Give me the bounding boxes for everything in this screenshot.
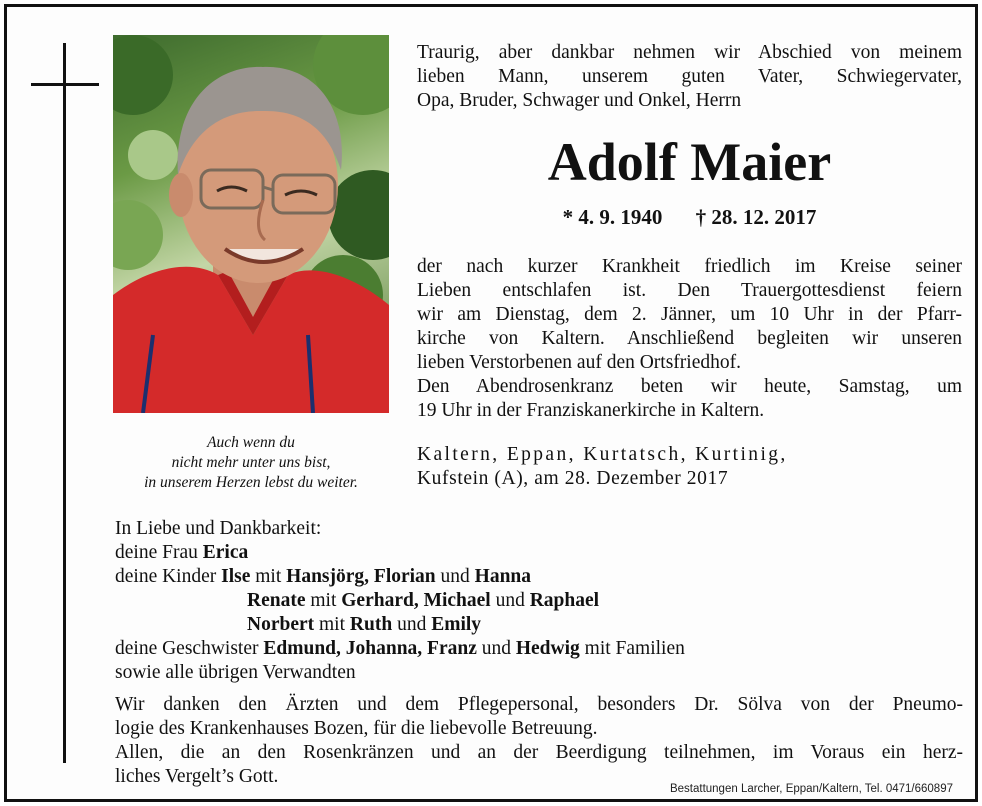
body-line: wir am Dienstag, dem 2. Jänner, um 10 Uhr in der Pfarr- [417, 304, 962, 325]
label: mit [305, 590, 342, 611]
body-line: Lieben entschlafen ist. Den Trauergottesdienst feiern [417, 280, 962, 301]
body-line: der nach kurzer Krankheit friedlich im Kreise seiner [417, 256, 962, 277]
mourner-child [115, 613, 965, 637]
label: und [392, 614, 432, 635]
place-line: Kufstein (A), am 28. Dezember 2017 [417, 468, 729, 489]
thanks-paragraph [115, 693, 963, 789]
label: deine Geschwister [115, 638, 264, 659]
memorial-quote [113, 433, 389, 493]
intro-line: Traurig, aber dankbar nehmen wir Abschied von meinem [417, 42, 962, 63]
quote-line: in unserem Herzen lebst du weiter. [144, 474, 358, 491]
name: Norbert [247, 614, 315, 635]
mourner-relatives: sowie alle übrigen Verwandten [115, 662, 356, 683]
name: Edmund, Johanna, Franz [263, 638, 477, 659]
funeral-home-credit: Bestattungen Larcher, Eppan/Kaltern, Tel. 0471/660897 [669, 783, 953, 795]
thanks-line: Allen, die an den Rosenkränzen und an der Beerdigung teilnehmen, im Voraus ein herz- [115, 742, 963, 763]
birth-date: * 4. 9. 1940 [562, 205, 663, 229]
thanks-line: liches Vergelt’s Gott. [115, 766, 279, 787]
cross-icon-horizontal [31, 83, 99, 86]
portrait-photo [113, 35, 389, 413]
label: deine Frau [115, 542, 203, 563]
label: mit [250, 566, 287, 587]
name: Raphael [529, 590, 600, 611]
label: und [435, 566, 475, 587]
name: Renate [247, 590, 306, 611]
name: Gerhard, Michael [341, 590, 491, 611]
label: mit [314, 614, 350, 635]
deceased-name: Adolf Maier [547, 132, 832, 192]
mourners-list [115, 517, 965, 685]
place-and-date [417, 443, 962, 491]
life-dates [417, 203, 962, 231]
body-line: lieben Verstorbenen auf den Ortsfriedhof. [417, 352, 741, 373]
label: deine Kinder [115, 566, 222, 587]
name: Hansjörg, Florian [286, 566, 436, 587]
quote-line: nicht mehr unter uns bist, [171, 454, 331, 471]
name: Hanna [474, 566, 532, 587]
body-line: 19 Uhr in der Franziskanerkirche in Kaltern. [417, 400, 765, 421]
name: Erica [202, 542, 249, 563]
intro-line: Opa, Bruder, Schwager und Onkel, Herrn [417, 90, 742, 111]
name: Ruth [349, 614, 393, 635]
label: und [490, 590, 530, 611]
label: und [476, 638, 516, 659]
mourner-wife [115, 541, 965, 565]
cross-icon-vertical [63, 43, 66, 763]
mourner-child [115, 589, 965, 613]
thanks-line: logie des Krankenhauses Bozen, für die liebevolle Betreuung. [115, 718, 598, 739]
thanks-line: Wir danken den Ärzten und dem Pflegepersonal, besonders Dr. Sölva von der Pneumo- [115, 694, 963, 715]
death-date: † 28. 12. 2017 [695, 205, 817, 229]
name: Ilse [221, 566, 251, 587]
name: Emily [431, 614, 482, 635]
body-line: Den Abendrosenkranz beten wir heute, Samstag, um [417, 376, 962, 397]
quote-line: Auch wenn du [207, 434, 295, 451]
intro-line: lieben Mann, unserem guten Vater, Schwiegervater, [417, 66, 962, 87]
place-line: Kaltern, Eppan, Kurtatsch, Kurtinig, [417, 444, 788, 465]
body-line: kirche von Kaltern. Anschließend begleiten wir unseren [417, 328, 962, 349]
name: Hedwig [515, 638, 580, 659]
mourners-heading: In Liebe und Dankbarkeit: [115, 518, 322, 539]
intro-paragraph [417, 41, 962, 113]
obituary-card [4, 4, 978, 802]
announcement-text [417, 255, 962, 423]
mourner-child [115, 565, 965, 589]
mourner-siblings [115, 637, 965, 661]
label: mit Familien [579, 638, 685, 659]
